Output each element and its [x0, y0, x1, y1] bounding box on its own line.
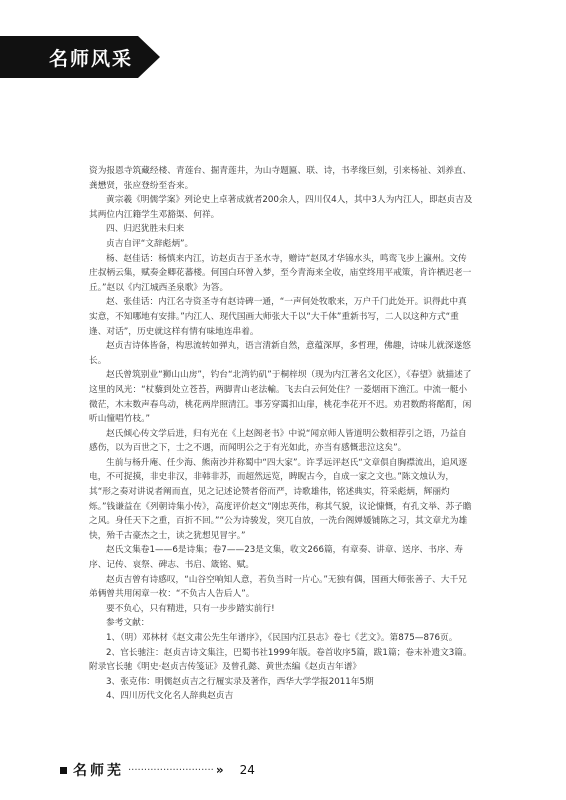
paragraph: 要不负心，只有精进，只有一步步踏实前行!	[106, 603, 275, 614]
reference-item: 2、官长驰注：赵贞吉诗文集注，巴蜀书社1999年版。卷首收序5篇，跋1篇；卷末补遗文3篇。附录官长驰《明史·赵贞吉传笺证》及曾孔懿、黄世杰编《赵贞吉年谱》	[89, 647, 472, 673]
article-body	[89, 164, 474, 704]
paragraph: 赵氏曾筑别业“狮山山房”，钓台“北湾钓矶”于桐梓坝（现为内江著名文化区），《春望》就描述了这里的风光：“杖藜到处立苍苔，两脚青山老法輸。飞去白云何处住？一菱烟雨下渔江。中流一艇小微茫，木末数声春鸟动，桃花两岸照清江。事芳穿霭扣山扉，桃花李花开不迟。劝君数酌将酩酊，闲听山憧唱竹枝。”	[89, 370, 472, 425]
paragraph: 资为报恩寺筑藏经楼、青莲台、掘青莲井，为山寺题匾、联、诗，书孝缘巨刻，引来杨祉、刘养直、龚懋贤，张应登纷至沓来。	[89, 166, 472, 191]
paragraph: 生前与杨升庵、任少海、熊南沙并称蜀中“四大家”。许孚远评赵氏“文章俱自胸襟流出，追风逐电，不可捉摸，非史非汉，非韩非苏，而超然远览，睥睨古今，自成一家之文也。”陈文烛认为，其“形之奏对讲说者阐而直，见之记述论赞者俗而严，诗歌雄伟，铭述典实，符采彪炳，辉丽灼烁。”钱谦益在《列朝诗集小传》，高度评价赵文“刚忠英伟，称其气貌，议论慷慨，有孔文举、苏子瞻之风。身任天下之重，百折不回。”“公为诗骏发，突兀自放，一洗台阁婵媛铺陈之习，其文章尤为雄快，殆千古豪杰之士，读之犹想见冒宇。”	[89, 457, 472, 541]
paragraph: 黄宗羲《明儒学案》列论史上卓著成就者200余人，四川仅4人，其中3人为内江人，即赵贞吉及其两位内江籍学生邓豁渠、何祥。	[89, 195, 473, 220]
page-number: 24	[239, 763, 255, 777]
reference-item: 4、四川历代文化名人辞典赵贞吉	[106, 691, 234, 702]
paragraph: 赵、张佳话：内江名寺资圣寺有赵诗碑一通，“一声何处牧歌来，万户千门此处开。识得此中真实意，不知哪地有安排。”内江人、现代国画大师张大千以“大千体”重新书写，二人以这种方式“重逢、对话”，历史就这样有情有味地连串着。	[89, 297, 467, 337]
square-bullet-icon	[60, 767, 67, 774]
paragraph: 赵氏倾心传文学后进，归有光在《上赵阁老书》中说“闻京师人皆道明公数相荐引之语，乃益自感伤，以为百世之下，士之不遇，而闻明公之于有光如此，亦当有感慨悲泣这矣”。	[89, 428, 467, 454]
paragraph: 杨、赵佳话：杨慎来内江，访赵贞吉于圣水寺，赠诗“赵凤才华锦水头，鸣鸾飞步上瀛州。文传庄叔柄云集，赋奏金卿花蕃楼。何国白环曾入梦，至今青海来全收，庙堂终用平戒策，肯许栖迟老一丘。”赵以《内江城西圣泉歌》为答。	[89, 253, 472, 293]
paragraph: 赵氏文集卷1——6是诗集；卷7——23是文集，收文266篇，有章奏、讲章、送序、书序、寿序、记传、哀祭、碑志、书启、箴铭、赋。	[89, 545, 463, 571]
section-heading: 四、归迟犹胜未归来	[106, 224, 185, 235]
reference-item: 3、张克伟：明儒赵贞吉之行履实录及著作，西华大学学报2011年5期	[106, 676, 374, 687]
section-title: 名师风采	[49, 48, 134, 70]
references-heading: 参考文献：	[106, 618, 150, 629]
paragraph: 贞吉自评“文辞彪炳”。	[106, 238, 194, 249]
page-footer	[60, 760, 255, 780]
double-arrow-icon: »	[215, 763, 224, 777]
reference-item: 1、（明）邓林材《赵文肃公先生年谱序》，《民国内江县志》卷七《艺文》。第875—876页。	[106, 633, 458, 643]
paragraph: 赵贞吉曾有诗感叹，“山谷空响知人意，若负当时一片心。”无独有偶，国画大师张善子、大千兄弟俩曾共用闲章一枚：“不负古人告后人”。	[89, 574, 467, 600]
footer-dots: ···························	[128, 764, 214, 776]
footer-brand: 名师芜	[73, 763, 124, 779]
paragraph: 赵贞吉诗体皆备，构思流转如弹丸，语言清新自然，意蕴深厚，多哲理，佛趣，诗味儿就深遂悠长。	[89, 341, 471, 366]
